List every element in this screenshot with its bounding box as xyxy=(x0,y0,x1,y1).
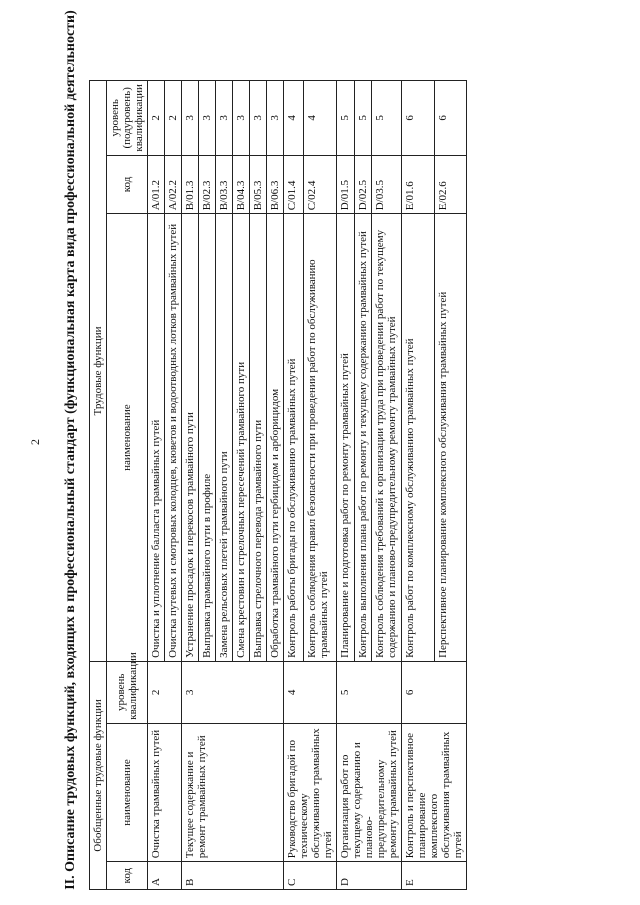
function-level: 3 xyxy=(233,81,250,156)
header-name: наименование xyxy=(107,723,148,862)
group-name: Организация работ по текущему содержанию и планово-предупредительному ремонту трамвайных путей xyxy=(337,723,402,862)
table-row xyxy=(337,81,355,890)
header-labor: Трудовые функции xyxy=(90,81,107,662)
header-level: уровень квалификации xyxy=(107,661,148,723)
function-level: 5 xyxy=(337,81,355,156)
group-level: 6 xyxy=(402,661,467,723)
header-function-level: уровень (подуровень) квалификации xyxy=(107,81,148,156)
function-level: 6 xyxy=(402,81,435,156)
group-name: Руководство бригадой по техническому обслуживанию трамвайных путей xyxy=(284,723,337,862)
group-code: A xyxy=(148,862,182,890)
function-name: Очистка путевых и смотровых колодцев, кюветов и водоотводных лотков трамвайных путей xyxy=(165,214,182,662)
function-name: Контроль соблюдения правил безопасности при проведении работ по обслуживанию трамвайных путей xyxy=(303,214,336,662)
group-code: B xyxy=(182,862,284,890)
table-row xyxy=(182,81,199,890)
function-level: 3 xyxy=(267,81,284,156)
function-name: Замена рельсовых плетей трамвайного пути xyxy=(216,214,233,662)
header-code: код xyxy=(107,862,148,890)
group-level: 5 xyxy=(337,661,402,723)
functional-map-table xyxy=(89,80,467,890)
function-name: Перспективное планирование комплексного обслуживания трамвайных путей xyxy=(434,214,467,662)
function-name: Смена крестовин и стрелочных пересечений трамвайного пути xyxy=(233,214,250,662)
function-code: C/01.4 xyxy=(284,155,304,214)
function-level: 5 xyxy=(354,81,372,156)
function-name: Обработка трамвайного пути гербицидом и арборицидом xyxy=(267,214,284,662)
function-code: A/01.2 xyxy=(148,155,165,214)
table-row xyxy=(284,81,304,890)
function-code: D/01.5 xyxy=(337,155,355,214)
table-row xyxy=(148,81,165,890)
function-code: E/02.6 xyxy=(434,155,467,214)
rotated-page xyxy=(62,10,602,890)
function-level: 4 xyxy=(303,81,336,156)
function-name: Очистка и уплотнение балласта трамвайных путей xyxy=(148,214,165,662)
table-row xyxy=(402,81,435,890)
section-title: II. Описание трудовых функций, входящих в профессиональный стандарт (функциональная карта вида профессиональной деятельности) xyxy=(63,10,78,890)
function-level: 3 xyxy=(199,81,216,156)
function-code: B/02.3 xyxy=(199,155,216,214)
function-code: B/05.3 xyxy=(250,155,267,214)
function-level: 2 xyxy=(165,81,182,156)
header-function-name: наименование xyxy=(107,214,148,662)
function-code: D/02.5 xyxy=(354,155,372,214)
function-level: 3 xyxy=(250,81,267,156)
function-level: 3 xyxy=(182,81,199,156)
function-code: B/06.3 xyxy=(267,155,284,214)
function-code: B/01.3 xyxy=(182,155,199,214)
function-level: 4 xyxy=(284,81,304,156)
function-code: C/02.4 xyxy=(303,155,336,214)
group-level: 4 xyxy=(284,661,337,723)
function-code: A/02.2 xyxy=(165,155,182,214)
header-function-code: код xyxy=(107,155,148,214)
function-level: 6 xyxy=(434,81,467,156)
table-header xyxy=(90,81,148,890)
group-level: 2 xyxy=(148,661,182,723)
function-code: D/03.5 xyxy=(372,155,402,214)
group-name: Контроль и перспективное планирование комплексного обслуживания трамвайных путей xyxy=(402,723,467,862)
group-level: 3 xyxy=(182,661,284,723)
group-name: Очистка трамвайных путей xyxy=(148,723,182,862)
group-code: D xyxy=(337,862,402,890)
function-level: 3 xyxy=(216,81,233,156)
function-name: Выправка трамвайного пути в профиле xyxy=(199,214,216,662)
function-name: Выправка стрелочного перевода трамвайного пути xyxy=(250,214,267,662)
function-name: Планирование и подготовка работ по ремонту трамвайных путей xyxy=(337,214,355,662)
group-name: Текущее содержание и ремонт трамвайных путей xyxy=(182,723,284,862)
function-name: Устранение просадок и перекосов трамвайного пути xyxy=(182,214,199,662)
header-generalized: Обобщенные трудовые функции xyxy=(90,661,107,889)
function-name: Контроль соблюдения требований к организации труда при проведении работ по текущему содержанию и планово-предупредительному ремонту трамвайных путей xyxy=(372,214,402,662)
function-code: E/01.6 xyxy=(402,155,435,214)
page-number: 2 xyxy=(28,439,42,445)
function-name: Контроль работ по комплексному обслуживанию трамвайных путей xyxy=(402,214,435,662)
table-body xyxy=(148,81,467,890)
function-level: 5 xyxy=(372,81,402,156)
group-code: C xyxy=(284,862,337,890)
function-level: 2 xyxy=(148,81,165,156)
group-code: E xyxy=(402,862,467,890)
function-name: Контроль работы бригады по обслуживанию трамвайных путей xyxy=(284,214,304,662)
function-code: B/04.3 xyxy=(233,155,250,214)
function-code: B/03.3 xyxy=(216,155,233,214)
function-name: Контроль выполнения плана работ по ремонту и текущему содержанию трамвайных путей xyxy=(354,214,372,662)
